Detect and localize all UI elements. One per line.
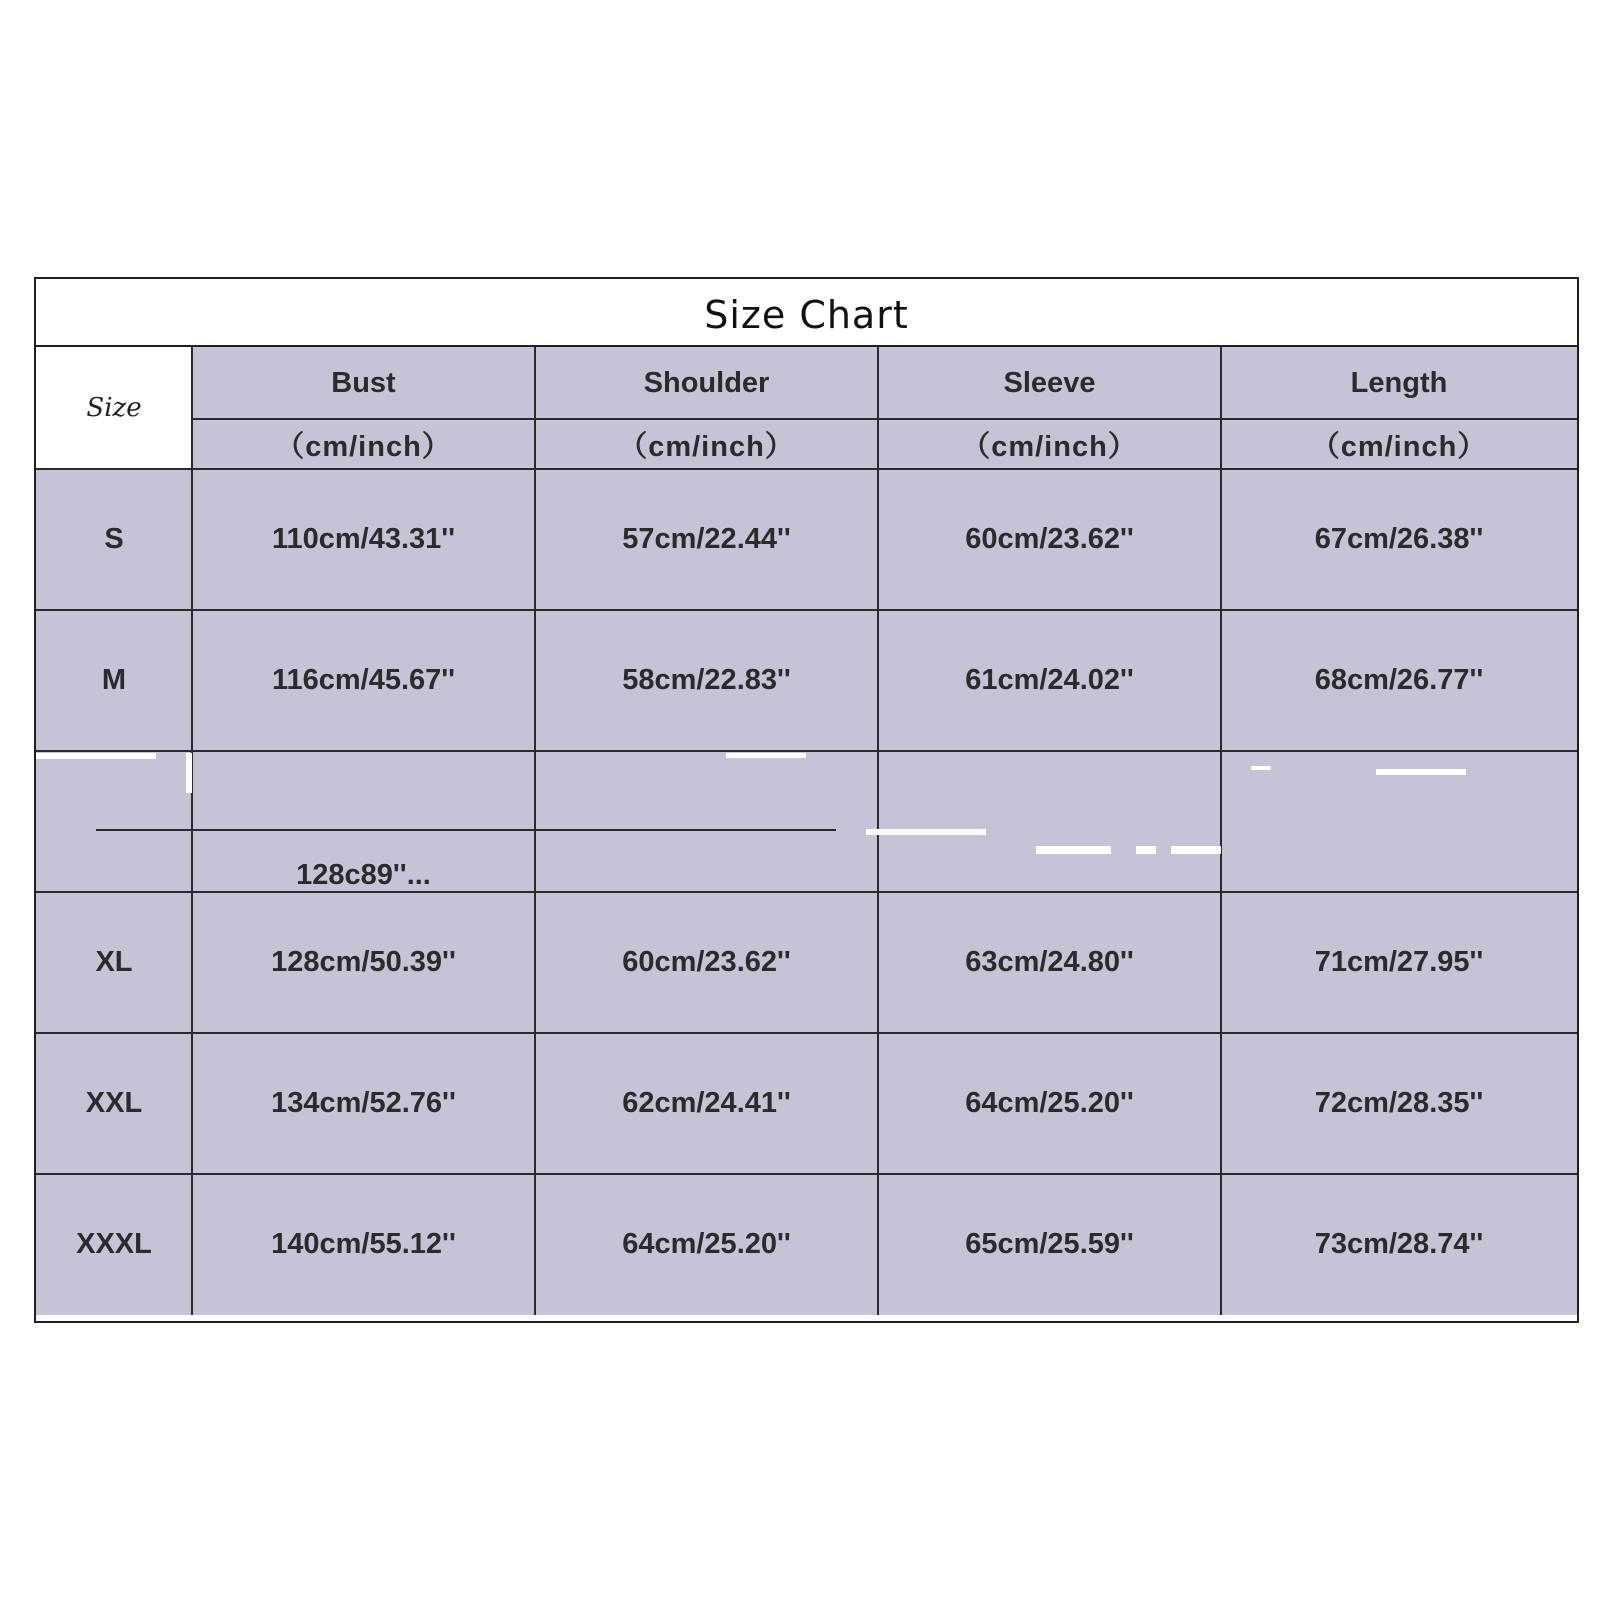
size-label: S: [36, 469, 192, 610]
image-damage: [186, 753, 192, 793]
table-cell: 134cm/52.76'': [192, 1033, 535, 1174]
column-header: Sleeve: [878, 347, 1221, 419]
row-divider: [36, 609, 1577, 611]
table-cell: 64cm/25.20'': [535, 1174, 878, 1315]
table-cell: 72cm/28.35'': [1221, 1033, 1577, 1174]
column-header: Bust: [192, 347, 535, 419]
column-divider: [534, 347, 536, 1315]
table-cell: 57cm/22.44'': [535, 469, 878, 610]
column-divider: [191, 347, 193, 1315]
row-divider: [36, 1032, 1577, 1034]
image-damage: [1251, 766, 1271, 770]
table-cell: 62cm/24.41'': [535, 1033, 878, 1174]
table-cell: 58cm/22.83'': [535, 610, 878, 751]
table-cell: 140cm/55.12'': [192, 1174, 535, 1315]
title-row: [36, 279, 1577, 347]
table-cell: 128cm/50.39'': [192, 892, 535, 1033]
row-divider: [36, 468, 1577, 470]
image-damage: [1171, 846, 1221, 854]
size-label: XXL: [36, 1033, 192, 1174]
table-cell: 71cm/27.95'': [1221, 892, 1577, 1033]
row-divider: [36, 1173, 1577, 1175]
table-cell: 65cm/25.59'': [878, 1174, 1221, 1315]
image-damage: [1136, 846, 1156, 854]
column-divider: [1220, 347, 1222, 1315]
table-cell: 60cm/23.62'': [878, 469, 1221, 610]
column-header: Shoulder: [535, 347, 878, 419]
size-chart-table: [34, 277, 1579, 1323]
size-label: M: [36, 610, 192, 751]
row-divider: [36, 891, 1577, 893]
table-cell: 61cm/24.02'': [878, 610, 1221, 751]
column-unit: （cm/inch）: [878, 419, 1221, 469]
image-damage: [1036, 846, 1111, 854]
image-damage: [726, 753, 806, 758]
table-cell: 68cm/26.77'': [1221, 610, 1577, 751]
size-label: [36, 751, 192, 892]
size-corner-label: Size: [36, 347, 192, 469]
table-cell: 67cm/26.38'': [1221, 469, 1577, 610]
chart-title: Size Chart: [704, 293, 909, 337]
image-damage: [866, 829, 986, 835]
table-cell: 63cm/24.80'': [878, 892, 1221, 1033]
size-label: XXXL: [36, 1174, 192, 1315]
size-label: XL: [36, 892, 192, 1033]
table-cell: 73cm/28.74'': [1221, 1174, 1577, 1315]
column-unit: （cm/inch）: [535, 419, 878, 469]
column-unit: （cm/inch）: [1221, 419, 1577, 469]
row-divider: [36, 750, 1577, 752]
damaged-text-fragment: 128c89''...: [296, 859, 431, 891]
image-damage: [1376, 769, 1466, 775]
table-cell: [878, 751, 1221, 892]
table-cell: 116cm/45.67'': [192, 610, 535, 751]
image-damage: [36, 753, 156, 759]
size-grid: [36, 347, 1577, 1321]
table-cell: 64cm/25.20'': [878, 1033, 1221, 1174]
row-divider: [192, 418, 1577, 420]
table-cell: 60cm/23.62'': [535, 892, 878, 1033]
broken-divider: [96, 829, 836, 831]
table-cell: [535, 751, 878, 892]
column-unit: （cm/inch）: [192, 419, 535, 469]
column-header: Length: [1221, 347, 1577, 419]
table-cell: 110cm/43.31'': [192, 469, 535, 610]
